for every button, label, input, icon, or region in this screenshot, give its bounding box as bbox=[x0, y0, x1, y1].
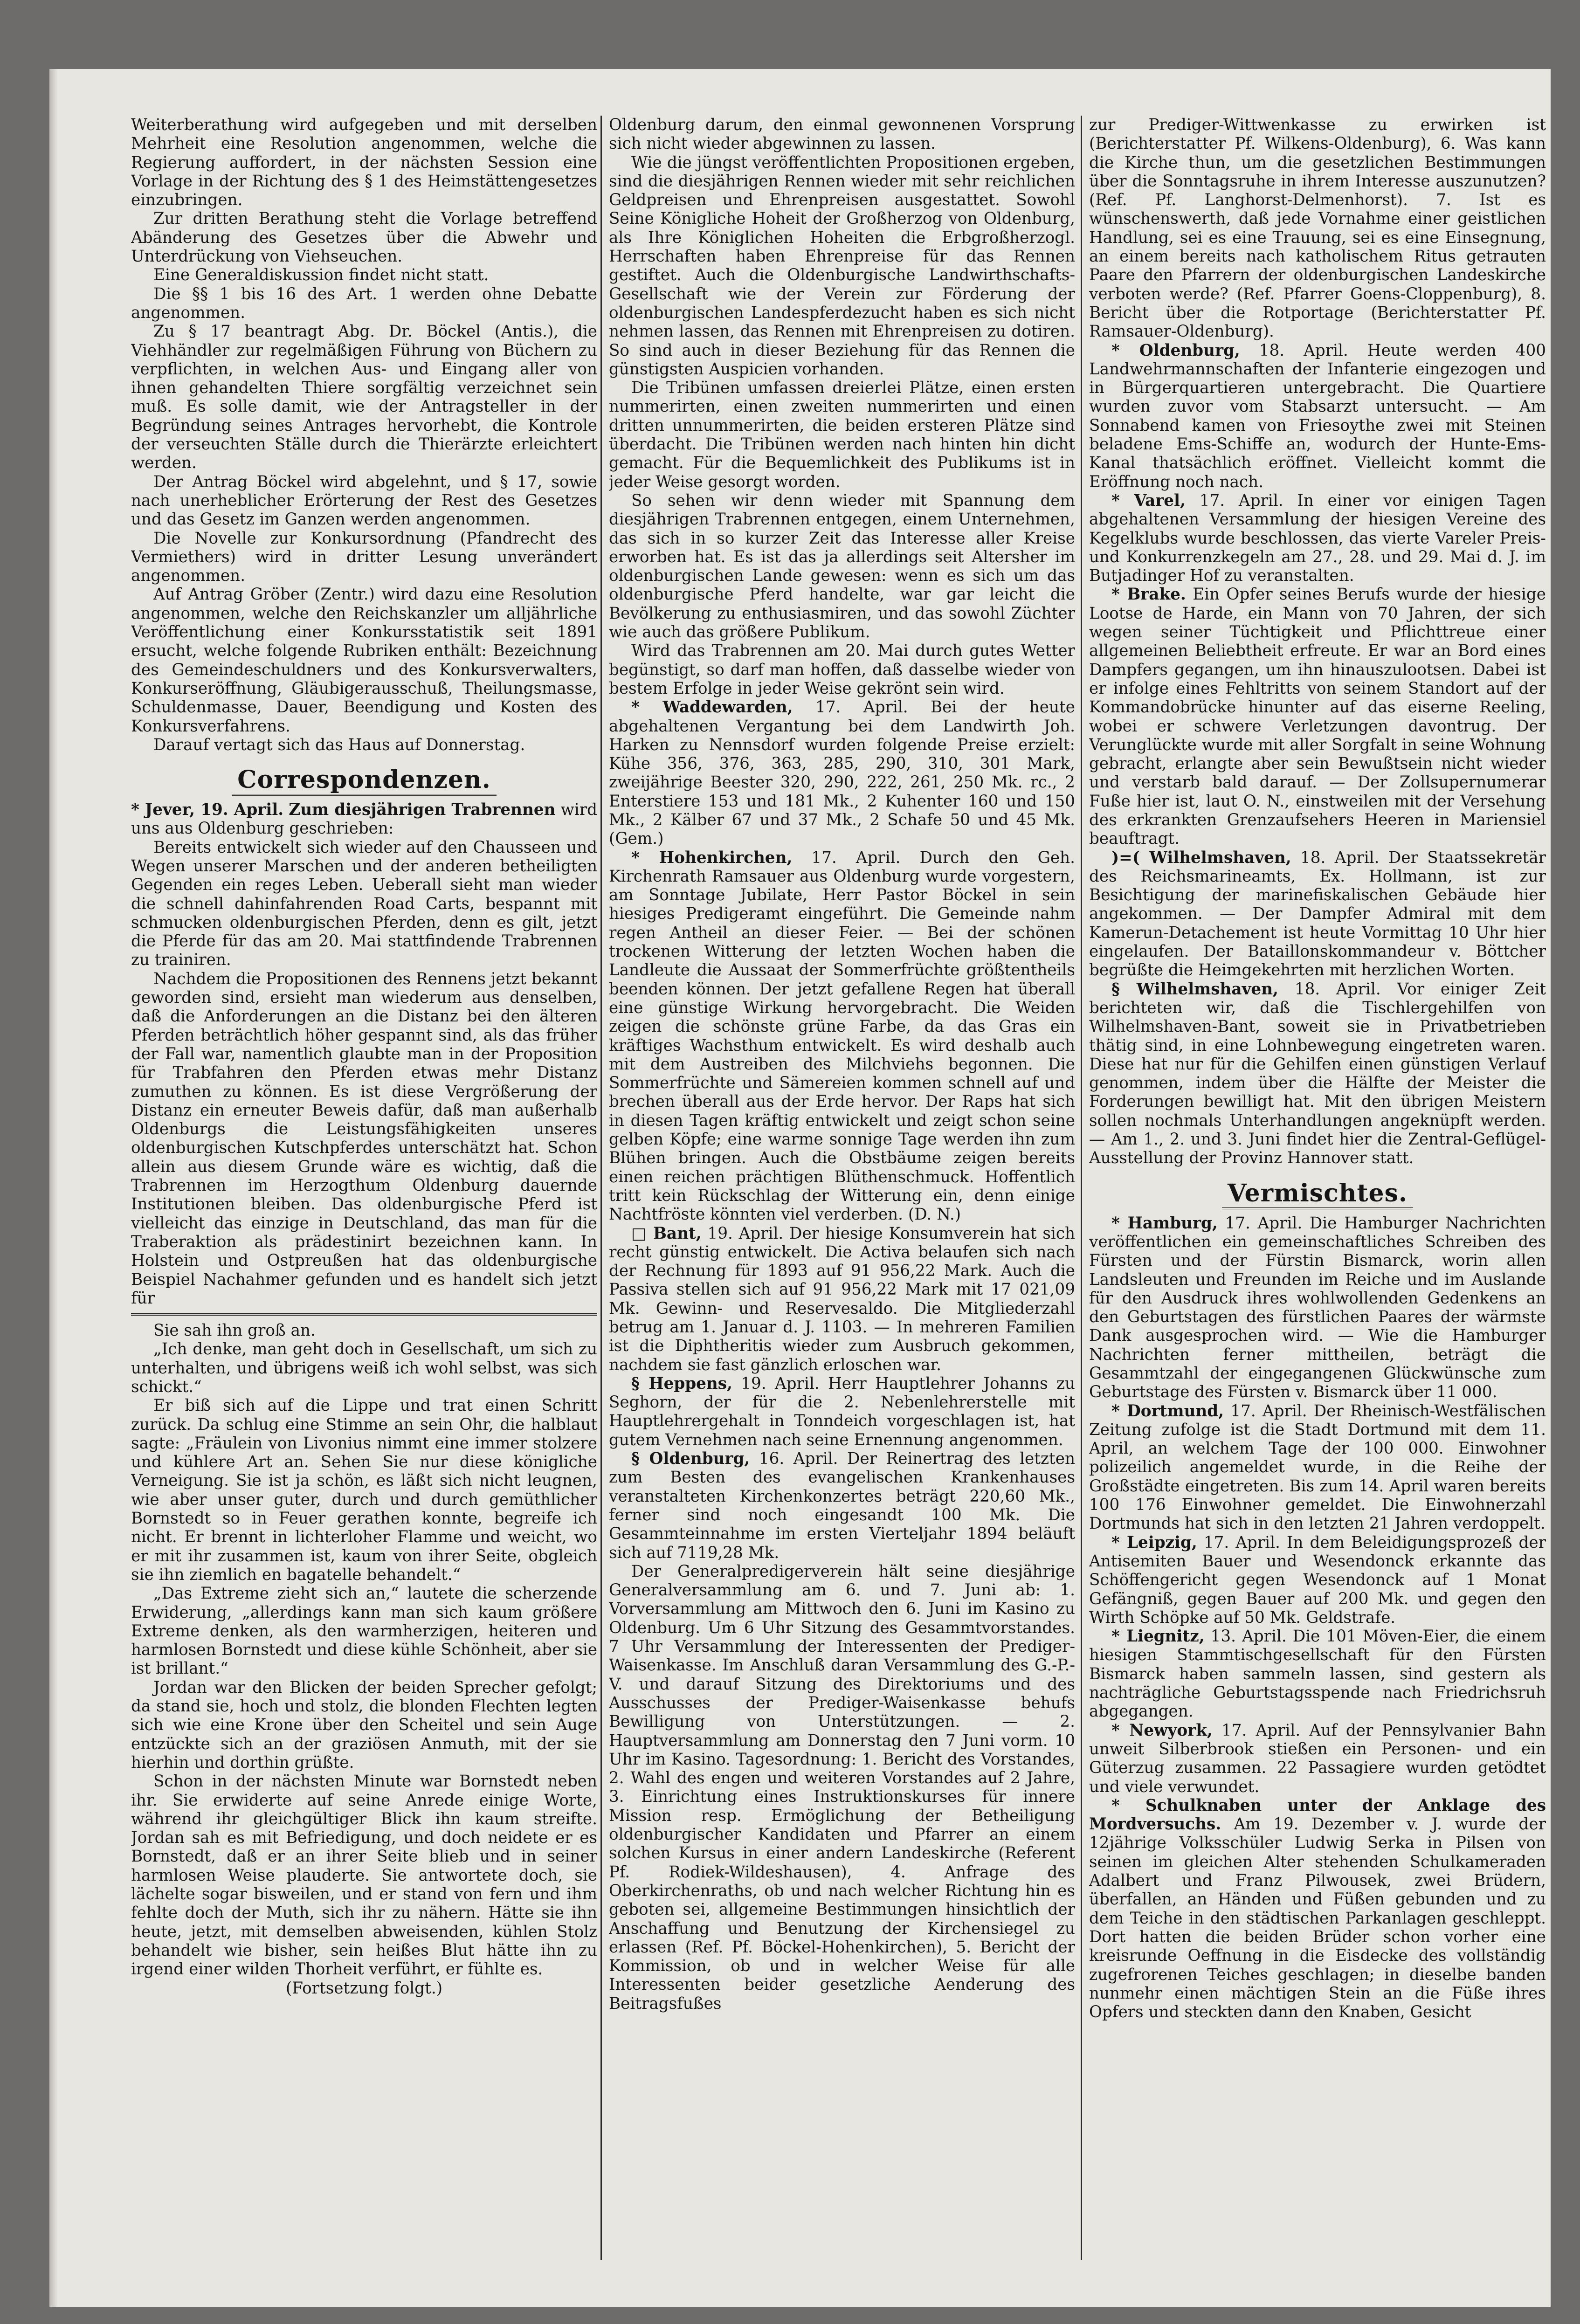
section-heading-text: Vermischtes. bbox=[1222, 1179, 1413, 1209]
article-paragraph: Der Antrag Böckel wird abgelehnt, und § 17, sowie nach unerheblicher Erörterung der Rest des Gesetzes und das Gesetz im Ganzen werden angenommen. bbox=[131, 472, 597, 529]
section-heading-text: Correspondenzen. bbox=[232, 765, 497, 796]
newspaper-page bbox=[49, 69, 1551, 2307]
dateline: * Newyork, bbox=[1111, 1721, 1213, 1740]
column-rule-2 bbox=[1081, 116, 1082, 2260]
article-body: 17. April. Durch den Geh. Kirchenrath Ramsauer aus Oldenburg wurde vorgestern, am Sonntage Jubilate, Herr Pastor Böckel in sein hiesiges Predigeramt eingeführt. Die Gemeinde nahm regen Antheil an dieser Feier. — Bei der schönen trockenen Witterung der letzten Wochen haben die Landleute die Aussaat der Sommerfrüchte größtentheils beenden können. Der jetzt gefallene Regen hat überall eine günstige Wirkung hervorgebracht. Die Weiden zeigen die schönste grüne Farbe, da das Gras ein kräftiges Wachsthum entwickelt. Es wird deshalb auch mit dem Austreiben des Milchviehs begonnen. Die Sommerfrüchte und Sämereien kommen schnell auf und brechen überall aus der Erde hervor. Der Raps hat sich in diesen Tagen kräftig entwickelt und zeigt schon seine gelben Köpfe; eine warme sonnige Tage werden ihn zum Blühen bringen. Auch die Obstbäume zeigen bereits einen reichen prächtigen Blüthenschmuck. Hoffentlich tritt kein Rückschlag der Witterung ein, denn einige Nachtfröste könnten viel verderben. (D. N.) bbox=[609, 848, 1075, 1224]
article-body: 18. April. Der Staatssekretär des Reichsmarineamts, Ex. Hollmann, ist zur Besichtigung der marinefiskalischen Gebäude hier angekommen. — Der Dampfer Admiral mit dem Kamerun-Detachement ist heute Vormittag 10 Uhr hier eingelaufen. Der Bataillonskommandeur v. Böttcher begrüßte die Heimgekehrten mit herzlichen Worten. bbox=[1089, 848, 1546, 980]
article-body: 17. April. In dem Beleidigungsprozeß der Antisemiten Bauer und Wesendonck erkannte das Schöffengericht gegen Wesendonck auf 1 Monat Gefängniß, gegen Bauer auf 200 Mk. und gegen den Wirth Schöpke auf 50 Mk. Geldstrafe. bbox=[1089, 1533, 1546, 1627]
article-body: Am 19. Dezember v. J. wurde der 12jährige Volksschüler Ludwig Serka in Pilsen von seinen im gleichen Alter stehenden Schulkameraden Adalbert und Franz Pilwousek, zwei Brüdern, überfallen, an Händen und Füßen gebunden und zu dem Teiche in den städtischen Parkanlagen geschleppt. Dort hatten die beiden Brüder schon vorher eine kreisrunde Oeffnung in die Eisdecke des vollständig zugefrorenen Teiches geschlagen; in dieselbe banden nunmehr einen mächtigen Stein an die Füße ihres Opfers und steckten dann den Knaben, Gesicht bbox=[1089, 1815, 1546, 2022]
article-bant bbox=[609, 1224, 1075, 1374]
article-newyork bbox=[1089, 1721, 1546, 1796]
article-lead: wird uns aus Oldenburg geschrieben: bbox=[131, 800, 597, 838]
article-paragraph: Darauf vertagt sich das Haus auf Donnerstag. bbox=[153, 735, 525, 754]
article-body: 17. April. In einer vor einigen Tagen abgehaltenen Versammlung der hiesigen Vereine des Kegelklubs wurde beschlossen, das vierte Vareler Preis- und Konkurrenzkegeln am 27., 28. und 29. Mai d. J. im Butjadinger Hof zu veranstalten. bbox=[1089, 491, 1546, 586]
feuilleton-paragraph: Er biß sich auf die Lippe und trat einen Schritt zurück. Da schlug eine Stimme an sein Ohr, die halblaut sagte: „Fräulein von Livonius nimmt eine immer stolzere und kühlere Art an. Sehen Sie nur diese königliche Verneigung. Sie ist ja schön, es läßt sich nicht leugnen, wie aber unser guter, durch und durch gemüthlicher Bornstedt so in Feuer gerathen konnte, begreife ich nicht. Er brennt in lichterloher Flamme und weicht, wo er mit ihr zusammen ist, kaum von ihrer Seite, obgleich sie ihn ziemlich en bagatelle behandelt.“ bbox=[131, 1396, 597, 1584]
continuation-note: (Fortsetzung folgt.) bbox=[285, 1979, 443, 1998]
article-heppens bbox=[609, 1374, 1075, 1449]
article-paragraph: Wie die jüngst veröffentlichten Propositionen ergeben, sind die diesjährigen Rennen wieder mit sehr reichlichen Geldpreisen und Ehrenpreisen ausgestattet. Sowohl Seine Königliche Hoheit der Großherzog von Oldenburg, als Ihre Königlichen Hoheiten die Erbgroßherzogl. Herrschaften haben Ehrenpreise für das Rennen gestiftet. Auch die Oldenburgische Landwirthschafts-Gesellschaft wie der Verein zur Förderung der oldenburgischen Landespferdezucht haben es sich nicht nehmen lassen, das Rennen mit Ehrenpreisen zu dotiren. So sind auch in dieser Beziehung für das Rennen die günstigsten Auspicien vorhanden. bbox=[609, 153, 1075, 379]
article-body: Ein Opfer seines Berufs wurde der hiesige Lootse de Harde, ein Mann von 70 Jahren, der sich wegen seiner Tüchtigkeit und Pflichttreue einer allgemeinen Beliebtheit erfreute. Er war an Bord eines Dampfers gegangen, um ihn hinauszulootsen. Dabei ist er infolge eines Fehltritts von seinem Standort auf der Kommandobrücke hinunter auf das eiserne Reeling, wobei er schwere Verletzungen davontrug. Der Verunglückte wurde mit aller Sorgfalt in seine Wohnung gebracht, erlangte aber sein Bewußtsein nicht wieder und verstarb bald darauf. — Der Zollsupernumerar Fuße hier ist, laut O. N., einstweilen mit der Versehung des erkrankten Grenzaufsehers Heeren in Mariensiel beauftragt. bbox=[1089, 585, 1546, 848]
dateline: * Brake. bbox=[1111, 585, 1186, 604]
article-wilhelmshaven-2 bbox=[1089, 980, 1546, 1168]
article-hamburg bbox=[1089, 1214, 1546, 1402]
dateline: * Dortmund, bbox=[1111, 1401, 1224, 1421]
article-body: 17. April. Bei der heute abgehaltenen Vergantung bei dem Landwirth Joh. Harken zu Nennsdorf wurden folgende Preise erzielt: Kühe 356, 376, 363, 285, 290, 310, 301 Mark, zweijährige Beester 320, 290, 222, 261, 250 Mk. rc., 2 Enterstiere 153 und 181 Mk., 2 Kuhenter 160 und 150 Mk., 2 Kälber 67 und 37 Mk., 2 Schafe 50 und 45 Mk. (Gem.) bbox=[609, 698, 1075, 848]
feuilleton-paragraph: „Das Extreme zieht sich an,“ lautete die scherzende Erwiderung, „allerdings kann man sich kaum größere Extreme denken, als den warmherzigen, heiteren und harmlosen Bornstedt und diese kühle Schönheit, aber sie ist brillant.“ bbox=[131, 1584, 597, 1678]
article-paragraph: Die Novelle zur Konkursordnung (Pfandrecht des Vermiethers) wird in dritter Lesung unverändert angenommen. bbox=[131, 529, 597, 586]
article-paragraph: Wird das Trabrennen am 20. Mai durch gutes Wetter begünstigt, so darf man hoffen, daß dasselbe wieder von bestem Erfolge in jeder Weise gekrönt sein wird. bbox=[609, 641, 1075, 698]
feuilleton-paragraph: Sie sah ihn groß an. bbox=[153, 1321, 316, 1340]
dateline: § Wilhelmshaven, bbox=[1111, 979, 1278, 999]
article-body: 18. April. Vor einiger Zeit berichteten wir, daß die Tischlergehilfen von Wilhelmshaven-Bant, soweit sie in Privatbetrieben thätig sind, in eine Lohnbewegung eingetreten waren. Diese hat nur für die Gehilfen einen günstigen Verlauf genommen, indem über die Hälfte der Meister die Forderungen bewilligt hat. Mit den übrigen Meistern sollen nochmals Unterhandlungen angeknüpft werden. — Am 1., 2. und 3. Juni findet hier die Zentral-Geflügel-Ausstellung der Provinz Hannover statt. bbox=[1089, 979, 1546, 1168]
column-rule-1 bbox=[600, 116, 602, 2260]
dateline: § Oldenburg, bbox=[631, 1449, 750, 1469]
feuilleton-paragraph: „Ich denke, man geht doch in Gesellschaft, um sich zu unterhalten, und übrigens weiß ich wohl selbst, was sich schickt.“ bbox=[131, 1340, 597, 1396]
article-oldenburg bbox=[609, 1449, 1075, 1562]
dateline: * Varel, bbox=[1111, 491, 1186, 510]
article-liegnitz bbox=[1089, 1627, 1546, 1721]
dateline: § Heppens, bbox=[631, 1374, 732, 1393]
dateline: * Schulknaben unter der Anklage des Mordversuchs. bbox=[1089, 1796, 1546, 1834]
article-paragraph: zur Prediger-Wittwenkasse zu erwirken ist (Berichterstatter Pf. Wilkens-Oldenburg), 6. Was kann die Kirche thun, um die gesetzlichen Bestimmungen über die Sonntagsruhe in ihrem Interesse auszunutzen? (Ref. Pf. Langhorst-Delmenhorst). 7. Ist es wünschenswerth, daß jede Vornahme einer geistlichen Handlung, sei es eine Trauung, sei es eine Einsegnung, an einem bereits nach katholischem Ritus getrauten Paare den Pfarrern der oldenburgischen Landeskirche verboten werde? (Ref. Pfarrer Goens-Cloppenburg), 8. Bericht über die Rotportage (Berichterstatter Pf. Ramsauer-Oldenburg). bbox=[1089, 116, 1546, 341]
article-brake bbox=[1089, 585, 1546, 848]
dateline: * Hamburg, bbox=[1111, 1214, 1218, 1233]
article-body: 17. April. Die Hamburger Nachrichten veröffentlichen ein gemeinschaftliches Schreiben des Fürsten und der Fürstin Bismarck, worin allen Landsleuten und Freunden im Reiche und im Auslande für den Ausdruck ihres wohlwollenden Gedenkens an den Geburtstagen des fürstlichen Paares der wärmste Dank ausgesprochen wird. — Wie die Hamburger Nachrichten ferner mittheilen, beträgt die Gesammtzahl der eingegangenen Glückwünsche zum Geburtstage des Fürsten v. Bismarck über 11 000. bbox=[1089, 1214, 1546, 1402]
dateline: * Liegnitz, bbox=[1111, 1627, 1205, 1646]
dateline: Bant, bbox=[653, 1224, 702, 1243]
article-paragraph: Die Tribünen umfassen dreierlei Plätze, einen ersten nummerirten, einen zweiten nummerirten und einen dritten unnummerirten, die beiden ersteren Plätze sind überdacht. Die Tribünen werden nach hinten hin dicht gemacht. Für die Bequemlichkeit des Publikums ist in jeder Weise gesorgt worden. bbox=[609, 379, 1075, 491]
article-paragraph: Der Generalpredigerverein hält seine diesjährige Generalversammlung am 6. und 7. Juni ab: 1. Vorversammlung am Mittwoch den 6. Juni im Kasino zu Oldenburg. Um 6 Uhr Sitzung des Gesammtvorstandes. 7 Uhr Versammlung der Interessenten der Prediger-Waisenkasse. Im Anschluß daran Versammlung des G.-P.-V. und darauf Sitzung des Direktoriums und des Ausschusses der Prediger-Waisenkasse behufs Bewilligung von Unterstützungen. — 2. Hauptversammlung am Donnerstag den 7 Juni vorm. 10 Uhr im Kasino. Tagesordnung: 1. Bericht des Vorstandes, 2. Wahl des engen und weiteren Vorstandes auf 2 Jahre, 3. Einrichtung eines Instruktionskurses für innere Mission resp. Ermöglichung der Betheiligung oldenburgischer Kandidaten und Pfarrer an einem solchen Kursus in einer andern Landeskirche (Referent Pf. Rodiek-Wildeshausen), 4. Anfrage des Oberkirchenraths, ob und nach welcher Richtung hin es geboten sei, allgemeine Bestimmungen hinsichtlich der Anschaffung und Benutzung der Kirchensiegel zu erlassen (Ref. Pf. Böckel-Hohenkirchen), 5. Bericht der Kommission, ob und in welcher Weise für alle Interessenten beider gesetzliche Aenderung des Beitragsfußes bbox=[609, 1562, 1075, 2013]
article-title: Zum diesjährigen Trabrennen bbox=[289, 800, 556, 820]
article-wilhelmshaven-1 bbox=[1089, 848, 1546, 980]
dateline: * Jever, 19. April. bbox=[131, 800, 284, 820]
article-paragraph: Eine Generaldiskussion findet nicht statt. bbox=[153, 266, 489, 285]
article-paragraph: Zu § 17 beantragt Abg. Dr. Böckel (Antis.), die Viehhändler zur regelmäßigen Führung von Büchern zu verpflichten, in welchen Aus- und Eingang aller von ihnen gehandelten Thiere sorgfältig verzeichnet sein muß. Es solle damit, wie der Antragsteller in der Begründung seines Antrages hervorhebt, die Kontrole der verseuchten Ställe durch die Thierärzte erleichtert werden. bbox=[131, 322, 597, 473]
section-heading-vermischtes bbox=[1089, 1179, 1546, 1207]
dateline: * Oldenburg, bbox=[1111, 341, 1240, 360]
article-paragraph: Weiterberathung wird aufgegeben und mit derselben Mehrheit eine Resolution angenommen, welche die Regierung auffordert, in der nächsten Session eine Vorlage in der Richtung des § 1 des Heimstättengesetzes einzubringen. bbox=[131, 116, 597, 210]
column-1 bbox=[131, 116, 597, 2260]
dateline: * Waddewarden, bbox=[631, 698, 793, 717]
article-paragraph: Auf Antrag Gröber (Zentr.) wird dazu eine Resolution angenommen, welche den Reichskanzler um alljährliche Veröffentlichung einer Konkursstatistik seit 1891 ersucht, welche folgende Rubriken enthält: Bezeichnung des Gemeindeschuldners und des Konkursverwalters, Konkurseröffnung, Gläubigerausschuß, Theilungsmasse, Schuldenmasse, Dauer, Beendigung und Kosten des Konkursverfahrens. bbox=[131, 585, 597, 736]
article-oldenburg-2 bbox=[1089, 341, 1546, 491]
article-paragraph: So sehen wir denn wieder mit Spannung dem diesjährigen Trabrennen entgegen, einem Unternehmen, das sich in so kurzer Zeit das Interesse aller Kreise erworben hat. Es ist das ja allerdings seit Altersher im oldenburgischen Lande gewesen: wenn es sich um das oldenburgische Pferd handelte, war gar leicht die Bevölkerung zu enthusiasmiren, und das sowohl Züchter wie auch das größere Publikum. bbox=[609, 491, 1075, 642]
article-jever bbox=[131, 800, 597, 838]
dateline: * Leipzig, bbox=[1111, 1533, 1197, 1552]
article-paragraph: Bereits entwickelt sich wieder auf den Chausseen und Wegen unserer Marschen und der anderen betheiligten Gegenden ein reges Leben. Ueberall sieht man wieder die schnell dahinfahrenden Road Carts, bespannt mit schmucken oldenburgischen Pferden, denn es gilt, jetzt die Pferde für das am 20. Mai stattfindende Trabrennen zu trainiren. bbox=[131, 838, 597, 970]
feuilleton-paragraph: Schon in der nächsten Minute war Bornstedt neben ihr. Sie erwiderte auf seine Anrede einige Worte, während ihr gleichgültiger Blick ihn kaum streifte. Jordan sah es mit Befriedigung, und doch neidete er es Bornstedt, daß er an ihrer Seite blieb und in seiner harmlosen Weise plauderte. Sie antwortete doch, sie lächelte sogar bisweilen, und er stand von fern und ihm fehlte doch der Muth, sich ihr zu nähern. Hätte sie ihn heute, jetzt, mit demselben abweisenden, kühlen Stolz behandelt wie bisher, sein heißes Blut hätte ihn zu irgend einer wilden Thorheit verführt, er fühlte es. bbox=[131, 1772, 597, 1979]
article-body: 19. April. Der hiesige Konsumverein hat sich recht günstig entwickelt. Die Activa belaufen sich nach der Rechnung für 1893 auf 91 956,22 Mark. Auch die Passiva stellen sich auf 91 956,22 Mark mit 17 021,09 Mk. Gewinn- und Reservesaldo. Die Mitgliederzahl betrug am 1. Januar d. J. 1103. — In mehreren Familien ist die Diphtheritis wieder zum Ausbruch gekommen, nachdem sie fast gänzlich erloschen war. bbox=[609, 1224, 1075, 1374]
article-paragraph: Nachdem die Propositionen des Rennens jetzt bekannt geworden sind, ersieht man wiederum aus denselben, daß die Anforderungen an die Distanz bei den älteren Pferden beträchtlich höher gespannt sind, als das früher der Fall war, namentlich glaubte man in der Proposition für Trabfahren den Pferden etwas mehr Distanz zumuthen zu können. Es ist diese Vergrößerung der Distanz ein erneuter Beweis dafür, daß man außerhalb Oldenburgs die Leistungsfähigkeiten unseres oldenburgischen Kutschpferdes unterschätzt hat. Schon allein aus diesem Grunde wäre es wichtig, daß die Trabrennen im Herzogthum Oldenburg dauernde Institutionen bleiben. Das oldenburgische Pferd ist vielleicht das einzige in Deutschland, das man für die Traberaktion als prädestinirt bezeichnen kann. In Holstein und Ostpreußen hat das oldenburgische Beispiel Nachahmer gefunden und es handelt sich jetzt für bbox=[131, 969, 597, 1308]
column-2 bbox=[609, 116, 1075, 2260]
article-varel bbox=[1089, 491, 1546, 585]
article-schulknaben bbox=[1089, 1796, 1546, 2022]
article-body: 17. April. Auf der Pennsylvanier Bahn unweit Silberbrook stießen ein Personen- und ein Güterzug zusammen. 22 Passagiere wurden getödtet und viele verwundet. bbox=[1089, 1721, 1546, 1796]
article-paragraph: Oldenburg darum, den einmal gewonnenen Vorsprung sich nicht wieder abgewinnen zu lassen. bbox=[609, 116, 1075, 153]
article-body: 18. April. Heute werden 400 Landwehrmannschaften der Infanterie eingezogen und in Bürgerquartieren untergebracht. Die Quartiere wurden zuvor vom Stabsarzt untersucht. — Am Sonnabend kamen von Friesoythe zwei mit Steinen beladene Ems-Schiffe an, wodurch der Hunte-Ems-Kanal thatsächlich eröffnet. Vielleicht kommt die Eröffnung noch nach. bbox=[1089, 341, 1546, 491]
article-paragraph: Zur dritten Berathung steht die Vorlage betreffend Abänderung des Gesetzes über die Abwehr und Unterdrückung von Viehseuchen. bbox=[131, 209, 597, 266]
article-waddewarden bbox=[609, 698, 1075, 848]
article-paragraph: Die §§ 1 bis 16 des Art. 1 werden ohne Debatte angenommen. bbox=[131, 284, 597, 322]
article-leipzig bbox=[1089, 1533, 1546, 1627]
article-body: 19. April. Herr Hauptlehrer Johanns zu Seghorn, der für die 2. Nebenlehrerstelle mit Hauptlehrergehalt in Tonndeich vorgeschlagen ist, hat gutem Vernehmen nach seine Ernennung angenommen. bbox=[609, 1374, 1075, 1449]
feuilleton-paragraph: Jordan war den Blicken der beiden Sprecher gefolgt; da stand sie, hoch und stolz, die blonden Flechten legten sich wie eine Krone über den Scheitel und sein Auge entzückte sich an der graziösen Anmuth, mit der sie hierhin und dorthin grüßte. bbox=[131, 1678, 597, 1772]
article-body: 17. April. Der Rheinisch-Westfälischen Zeitung zufolge ist die Stadt Dortmund mit dem 11. April, an welchem Tage der 100 000. Einwohner polizeilich angemeldet wurde, in die Reihe der Großstädte eingetreten. Bis zum 14. April waren bereits 100 176 Einwohner gemeldet. Die Einwohnerzahl Dortmunds hat sich in den letzten 21 Jahren verdoppelt. bbox=[1089, 1401, 1546, 1533]
dateline: )=( Wilhelmshaven, bbox=[1111, 848, 1291, 867]
square-marker-icon: □ bbox=[631, 1224, 648, 1243]
section-heading-correspondenzen bbox=[131, 765, 597, 794]
article-hohenkirchen bbox=[609, 848, 1075, 1224]
column-3 bbox=[1089, 116, 1546, 2260]
article-dortmund bbox=[1089, 1402, 1546, 1533]
article-body: 16. April. Der Reinertrag des letzten zum Besten des evangelischen Krankenhauses veranstalteten Kirchenkonzertes beträgt 220,60 Mk., ferner sind noch eingesandt 100 Mk. Die Gesammteinnahme im ersten Vierteljahr 1894 beläuft sich auf 7119,28 Mk. bbox=[609, 1449, 1075, 1562]
article-body: 13. April. Die 101 Möven-Eier, die einem hiesigen Stammtischgesellschaft für den Fürsten Bismarck haben sammeln lassen, sind gestern als nachträgliche Geburtstagsspende nach Friedrichsruh abgegangen. bbox=[1089, 1627, 1546, 1721]
feuilleton-divider bbox=[131, 1313, 597, 1316]
dateline: * Hohenkirchen, bbox=[631, 848, 793, 867]
page-binding-edge bbox=[49, 69, 58, 2307]
